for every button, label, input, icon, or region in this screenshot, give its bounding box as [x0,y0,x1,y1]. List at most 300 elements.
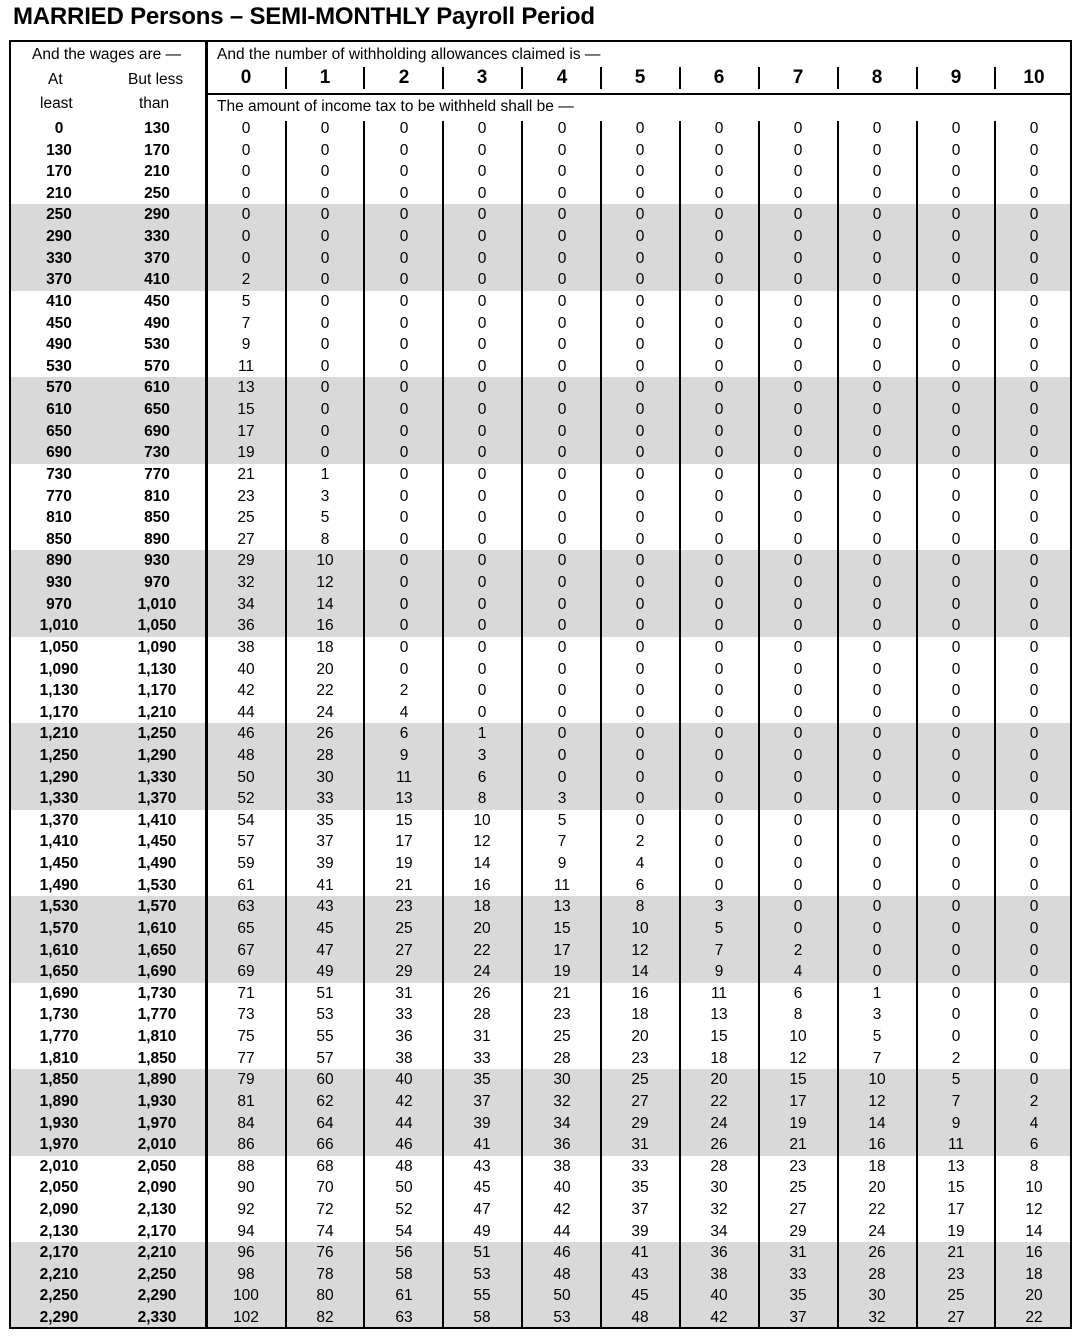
tax-amount-cell: 12 [789,1049,807,1067]
wage-but-less-cell: 1,650 [137,941,177,959]
wage-but-less-cell: 1,410 [137,811,177,829]
tax-amount-cell: 0 [635,638,645,656]
tax-amount-cell: 0 [793,271,803,289]
tax-amount-cell: 22 [868,1201,886,1218]
tax-amount-cell: 0 [477,141,487,159]
tax-amount-cell: 0 [793,898,803,916]
table-row [0,1091,1081,1113]
wage-but-less-cell: 490 [144,314,170,332]
wage-but-less-cell: 1,050 [137,617,177,635]
tax-amount-cell: 25 [947,1287,965,1305]
tax-amount-cell: 0 [872,746,882,764]
tax-amount-cell: 0 [477,574,487,592]
tax-amount-cell: 37 [789,1309,807,1327]
tax-amount-cell: 0 [557,552,567,570]
tax-amount-cell: 0 [872,509,882,527]
tax-amount-cell: 19 [947,1222,965,1240]
tax-amount-cell: 26 [473,984,491,1002]
tax-amount-cell: 37 [316,833,334,851]
tax-amount-cell: 0 [951,379,961,397]
tax-amount-cell: 0 [1029,422,1039,440]
table-row [0,1113,1081,1135]
wage-at-least-cell: 1,930 [39,1114,79,1132]
tax-amount-cell: 8 [477,790,487,808]
tax-amount-cell: 0 [477,660,487,678]
tax-amount-cell: 0 [714,638,724,656]
tax-amount-cell: 7 [951,1092,961,1110]
tax-amount-cell: 0 [793,919,803,937]
tax-amount-cell: 44 [553,1222,571,1240]
table-row [0,572,1081,594]
header-col-separator [363,67,365,89]
tax-amount-cell: 0 [872,271,882,289]
tax-amount-cell: 18 [316,638,334,656]
wage-at-least-cell: 1,770 [39,1028,79,1046]
wage-at-least-cell: 490 [46,336,72,354]
tax-amount-cell: 0 [320,336,330,354]
tax-amount-cell: 0 [872,617,882,635]
wage-but-less-cell: 730 [144,444,170,462]
tax-amount-cell: 0 [793,682,803,700]
tax-amount-cell: 54 [395,1222,413,1240]
tax-amount-cell: 0 [635,379,645,397]
tax-amount-cell: 0 [557,703,567,721]
tax-amount-cell: 0 [714,357,724,375]
table-row [0,723,1081,745]
tax-amount-cell: 0 [1029,1028,1039,1046]
tax-amount-cell: 18 [473,898,491,916]
tax-amount-cell: 0 [714,487,724,505]
tax-amount-cell: 0 [714,509,724,527]
tax-amount-cell: 0 [872,660,882,678]
tax-amount-cell: 80 [316,1287,334,1305]
tax-amount-cell: 1 [320,465,330,483]
wage-but-less-cell: 2,130 [137,1201,177,1218]
wage-at-least-cell: 570 [46,379,72,397]
tax-amount-cell: 0 [635,746,645,764]
table-row [0,594,1081,616]
tax-amount-cell: 42 [553,1201,571,1218]
tax-amount-cell: 0 [951,682,961,700]
tax-amount-cell: 0 [557,120,567,137]
tax-amount-cell: 0 [320,141,330,159]
tax-amount-cell: 25 [631,1071,649,1089]
wage-but-less-cell: 1,730 [137,984,177,1002]
tax-amount-cell: 0 [635,228,645,246]
tax-amount-cell: 0 [635,120,645,137]
tax-amount-cell: 27 [237,530,255,548]
tax-amount-cell: 73 [237,1006,255,1024]
table-row [0,702,1081,724]
wage-at-least-cell: 2,090 [39,1201,79,1218]
tax-amount-cell: 22 [316,682,334,700]
at-least-label-line2: least [40,95,73,112]
wage-at-least-cell: 1,610 [39,941,79,959]
tax-amount-cell: 5 [872,1028,882,1046]
tax-amount-cell: 0 [793,249,803,267]
tax-amount-cell: 0 [714,163,724,181]
tax-amount-cell: 0 [320,292,330,310]
tax-amount-cell: 31 [789,1244,807,1262]
tax-amount-cell: 0 [951,703,961,721]
tax-amount-cell: 12 [473,833,491,851]
tax-amount-cell: 0 [714,703,724,721]
tax-amount-cell: 0 [241,120,251,137]
tax-amount-cell: 39 [631,1222,649,1240]
amount-withheld-label: The amount of income tax to be withheld shall be — [217,98,574,115]
wage-but-less-cell: 210 [144,163,170,181]
tax-amount-cell: 0 [872,487,882,505]
header-col-separator [521,67,523,89]
tax-amount-cell: 15 [553,919,571,937]
but-less-label-line1: But less [128,71,184,88]
allowance-col-header-9: 9 [950,67,962,88]
tax-amount-cell: 23 [789,1157,807,1175]
wage-at-least-cell: 530 [46,357,72,375]
tax-amount-cell: 0 [714,660,724,678]
tax-amount-cell: 25 [789,1179,807,1197]
wage-but-less-cell: 570 [144,357,170,375]
table-row [0,615,1081,637]
wage-at-least-cell: 210 [46,184,72,202]
wage-at-least-cell: 1,130 [39,682,79,700]
tax-amount-cell: 0 [320,422,330,440]
table-row [0,1048,1081,1070]
allowance-col-header-5: 5 [634,67,646,88]
tax-amount-cell: 0 [714,768,724,786]
table-row [0,918,1081,940]
tax-amount-cell: 0 [557,314,567,332]
tax-amount-cell: 33 [789,1265,807,1283]
tax-amount-cell: 0 [320,249,330,267]
tax-amount-cell: 42 [237,682,255,700]
tax-amount-cell: 2 [399,682,409,700]
tax-amount-cell: 0 [872,876,882,894]
tax-amount-cell: 0 [399,444,409,462]
tax-amount-cell: 0 [714,855,724,873]
wage-but-less-cell: 1,210 [137,703,177,721]
table-row [0,183,1081,205]
tax-amount-cell: 0 [1029,509,1039,527]
tax-amount-cell: 0 [557,184,567,202]
tax-amount-cell: 5 [557,811,567,829]
tax-amount-cell: 0 [399,487,409,505]
tax-amount-cell: 0 [557,638,567,656]
tax-amount-cell: 3 [872,1006,882,1024]
tax-amount-cell: 11 [553,876,571,894]
tax-amount-cell: 0 [793,768,803,786]
tax-amount-cell: 0 [951,855,961,873]
tax-amount-cell: 28 [553,1049,571,1067]
tax-amount-cell: 35 [789,1287,807,1305]
wage-but-less-cell: 2,170 [137,1222,177,1240]
tax-amount-cell: 88 [237,1157,255,1175]
tax-amount-cell: 16 [316,617,334,635]
tax-amount-cell: 9 [557,855,567,873]
tax-amount-cell: 0 [872,314,882,332]
tax-amount-cell: 78 [316,1265,334,1283]
tax-amount-cell: 15 [947,1179,965,1197]
tax-amount-cell: 41 [316,876,334,894]
tax-amount-cell: 0 [477,163,487,181]
tax-amount-cell: 0 [320,314,330,332]
tax-amount-cell: 100 [233,1287,259,1305]
tax-amount-cell: 0 [951,919,961,937]
wage-at-least-cell: 1,330 [39,790,79,808]
table-row [0,1307,1081,1329]
tax-amount-cell: 0 [1029,746,1039,764]
tax-amount-cell: 20 [316,660,334,678]
wage-at-least-cell: 1,570 [39,919,79,937]
wage-but-less-cell: 1,490 [137,855,177,873]
at-least-label-line1: At [48,71,63,88]
tax-amount-cell: 2 [635,833,645,851]
tax-amount-cell: 0 [557,357,567,375]
tax-amount-cell: 0 [320,184,330,202]
tax-amount-cell: 0 [714,336,724,354]
tax-amount-cell: 32 [710,1201,728,1218]
tax-amount-cell: 0 [872,682,882,700]
allowance-col-header-10: 10 [1023,67,1045,88]
tax-amount-cell: 5 [320,509,330,527]
wage-at-least-cell: 250 [46,206,72,224]
tax-amount-cell: 29 [789,1222,807,1240]
table-row [0,313,1081,335]
table-row [0,788,1081,810]
tax-amount-cell: 60 [316,1071,334,1089]
tax-amount-cell: 0 [399,509,409,527]
tax-amount-cell: 47 [473,1201,491,1218]
tax-amount-cell: 0 [399,595,409,613]
tax-amount-cell: 10 [316,552,334,570]
tax-amount-cell: 12 [316,574,334,592]
tax-amount-cell: 0 [557,141,567,159]
tax-amount-cell: 0 [557,228,567,246]
table-row [0,550,1081,572]
table-row [0,529,1081,551]
tax-amount-cell: 37 [473,1092,491,1110]
tax-amount-cell: 0 [872,422,882,440]
tax-amount-cell: 0 [872,444,882,462]
tax-amount-cell: 98 [237,1265,255,1283]
wage-at-least-cell: 770 [46,487,72,505]
tax-amount-cell: 0 [635,141,645,159]
tax-amount-cell: 0 [793,141,803,159]
tax-amount-cell: 0 [635,401,645,419]
tax-amount-cell: 0 [1029,660,1039,678]
tax-amount-cell: 12 [1025,1201,1043,1218]
tax-amount-cell: 0 [793,509,803,527]
tax-amount-cell: 36 [710,1244,728,1262]
tax-amount-cell: 35 [473,1071,491,1089]
wage-but-less-cell: 810 [144,487,170,505]
tax-amount-cell: 19 [553,963,571,981]
tax-amount-cell: 0 [793,357,803,375]
tax-amount-cell: 68 [316,1157,334,1175]
table-row [0,334,1081,356]
tax-amount-cell: 0 [477,228,487,246]
tax-amount-cell: 0 [1029,725,1039,743]
tax-amount-cell: 27 [947,1309,965,1327]
wage-but-less-cell: 2,010 [137,1136,177,1154]
wage-at-least-cell: 1,530 [39,898,79,916]
tax-amount-cell: 22 [710,1092,728,1110]
tax-amount-cell: 0 [635,465,645,483]
tax-amount-cell: 36 [395,1028,413,1046]
tax-amount-cell: 0 [714,574,724,592]
tax-amount-cell: 66 [316,1136,334,1154]
tax-amount-cell: 0 [872,141,882,159]
tax-amount-cell: 0 [951,249,961,267]
tax-amount-cell: 9 [714,963,724,981]
tax-amount-cell: 24 [710,1114,728,1132]
tax-amount-cell: 0 [714,595,724,613]
wage-but-less-cell: 1,130 [137,660,177,678]
tax-amount-cell: 38 [395,1049,413,1067]
wage-at-least-cell: 1,050 [39,638,79,656]
tax-amount-cell: 19 [237,444,255,462]
tax-amount-cell: 46 [553,1244,571,1262]
tax-amount-cell: 0 [714,271,724,289]
tax-amount-cell: 26 [316,725,334,743]
tax-amount-cell: 0 [557,660,567,678]
tax-amount-cell: 0 [1029,530,1039,548]
table-row [0,875,1081,897]
tax-amount-cell: 63 [237,898,255,916]
tax-amount-cell: 11 [710,984,728,1002]
tax-amount-cell: 0 [872,530,882,548]
wage-but-less-cell: 1,810 [137,1028,177,1046]
tax-amount-cell: 0 [635,357,645,375]
tax-amount-cell: 7 [872,1049,882,1067]
tax-amount-cell: 35 [631,1179,649,1197]
tax-amount-cell: 28 [868,1265,886,1283]
tax-amount-cell: 0 [399,249,409,267]
tax-amount-cell: 26 [868,1244,886,1262]
tax-amount-cell: 0 [635,595,645,613]
tax-amount-cell: 0 [793,790,803,808]
tax-amount-cell: 36 [237,617,255,635]
tax-amount-cell: 8 [635,898,645,916]
tax-amount-cell: 51 [316,984,334,1002]
tax-amount-cell: 16 [473,876,491,894]
table-row [0,810,1081,832]
tax-amount-cell: 19 [789,1114,807,1132]
tax-amount-cell: 11 [947,1136,965,1154]
tax-amount-cell: 0 [951,401,961,419]
tax-amount-cell: 20 [631,1028,649,1046]
tax-amount-cell: 0 [951,357,961,375]
tax-amount-cell: 0 [635,574,645,592]
tax-amount-cell: 0 [557,163,567,181]
tax-amount-cell: 14 [868,1114,886,1132]
tax-amount-cell: 45 [631,1287,649,1305]
tax-amount-cell: 34 [553,1114,571,1132]
tax-amount-cell: 0 [320,163,330,181]
tax-amount-cell: 0 [1029,963,1039,981]
tax-amount-cell: 0 [872,963,882,981]
tax-amount-cell: 18 [710,1049,728,1067]
tax-amount-cell: 29 [237,552,255,570]
wage-but-less-cell: 850 [144,509,170,527]
tax-amount-cell: 70 [316,1179,334,1197]
tax-amount-cell: 56 [395,1244,413,1262]
tax-amount-cell: 0 [557,271,567,289]
wage-at-least-cell: 1,450 [39,855,79,873]
tax-amount-cell: 0 [793,487,803,505]
wage-at-least-cell: 890 [46,552,72,570]
wage-at-least-cell: 970 [46,595,72,613]
tax-amount-cell: 0 [320,379,330,397]
allowance-col-header-7: 7 [792,67,804,88]
tax-amount-cell: 25 [553,1028,571,1046]
wage-but-less-cell: 170 [144,141,170,159]
tax-amount-cell: 49 [473,1222,491,1240]
wage-but-less-cell: 1,530 [137,876,177,894]
tax-amount-cell: 27 [395,941,413,959]
tax-amount-cell: 33 [395,1006,413,1024]
wage-at-least-cell: 1,890 [39,1092,79,1110]
tax-amount-cell: 0 [477,595,487,613]
tax-amount-cell: 0 [951,314,961,332]
tax-amount-cell: 21 [789,1136,807,1154]
tax-amount-cell: 0 [951,746,961,764]
tax-amount-cell: 33 [631,1157,649,1175]
wage-but-less-cell: 1,450 [137,833,177,851]
tax-amount-cell: 52 [395,1201,413,1218]
tax-amount-cell: 62 [316,1092,334,1110]
tax-amount-cell: 53 [553,1309,571,1327]
tax-amount-cell: 20 [1025,1287,1043,1305]
tax-amount-cell: 32 [868,1309,886,1327]
wage-but-less-cell: 2,090 [137,1179,177,1197]
tax-amount-cell: 0 [872,336,882,354]
tax-amount-cell: 1 [477,725,487,743]
tax-amount-cell: 0 [477,530,487,548]
table-row [0,1026,1081,1048]
tax-amount-cell: 0 [872,357,882,375]
table-row [0,896,1081,918]
tax-amount-cell: 0 [951,660,961,678]
tax-amount-cell: 0 [793,530,803,548]
tax-amount-cell: 30 [868,1287,886,1305]
tax-amount-cell: 51 [473,1244,491,1262]
tax-amount-cell: 0 [1029,206,1039,224]
tax-amount-cell: 4 [635,855,645,873]
tax-amount-cell: 0 [793,833,803,851]
wage-at-least-cell: 1,210 [39,725,79,743]
tax-amount-cell: 0 [399,552,409,570]
tax-amount-cell: 0 [872,811,882,829]
tax-amount-cell: 0 [872,703,882,721]
tax-amount-cell: 17 [553,941,571,959]
tax-amount-cell: 0 [951,876,961,894]
tax-amount-cell: 48 [237,746,255,764]
tax-amount-cell: 0 [477,552,487,570]
tax-amount-cell: 0 [557,379,567,397]
tax-amount-cell: 4 [1029,1114,1039,1132]
tax-amount-cell: 0 [793,120,803,137]
tax-amount-cell: 0 [951,163,961,181]
wage-but-less-cell: 1,370 [137,790,177,808]
tax-amount-cell: 0 [635,617,645,635]
tax-amount-cell: 0 [1029,790,1039,808]
tax-amount-cell: 0 [951,638,961,656]
table-row [0,680,1081,702]
wage-but-less-cell: 1,890 [137,1071,177,1089]
tax-amount-cell: 0 [872,833,882,851]
tax-amount-cell: 39 [316,855,334,873]
